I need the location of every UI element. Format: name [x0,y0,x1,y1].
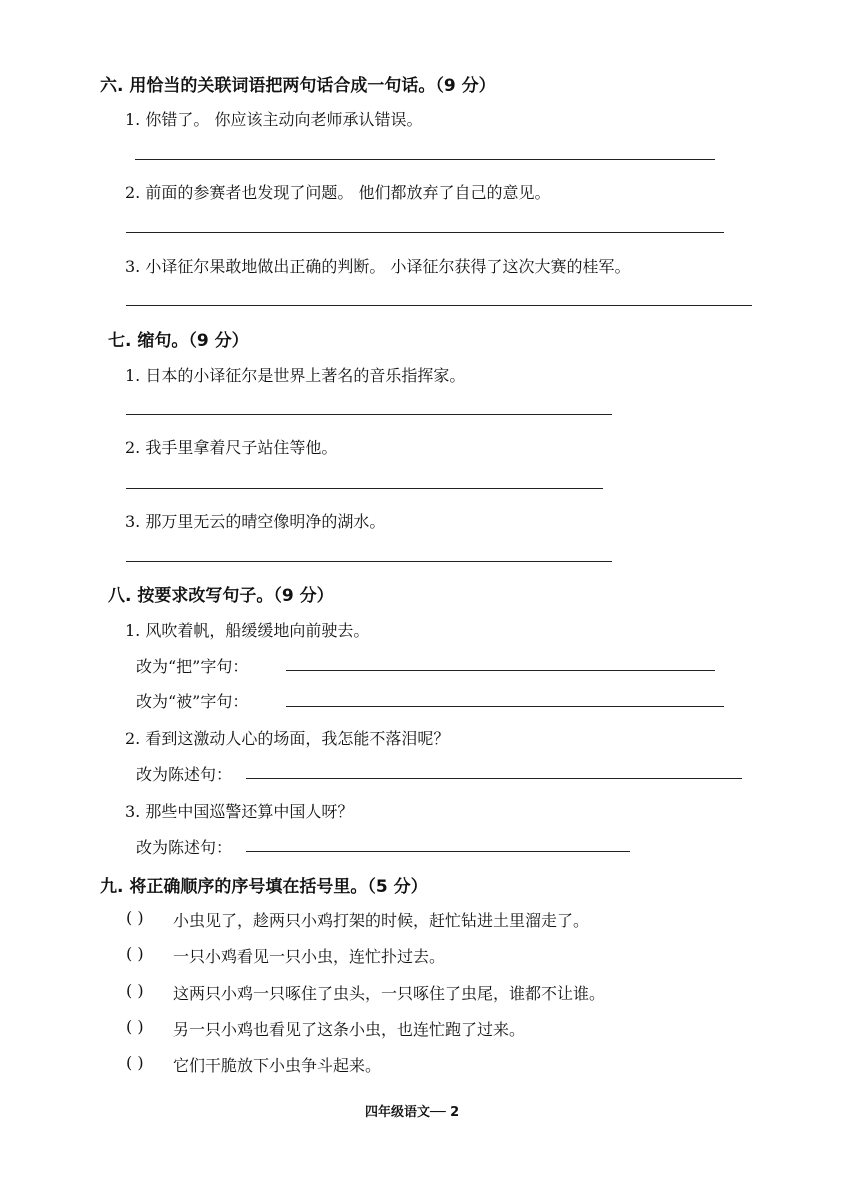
section-9-title: 九. 将正确顺序的序号填在括号里。（5 分） [100,877,428,897]
answer-line[interactable] [135,159,715,160]
section-7-question-3: 3. 那万里无云的晴空像明净的湖水。 [125,512,386,531]
answer-line[interactable] [126,305,752,306]
answer-bracket[interactable]: ( ) [126,1017,144,1036]
ba-sentence-label: 改为“把”字句： [136,657,249,676]
order-item: 它们干脆放下小虫争斗起来。 [173,1056,382,1075]
declarative-label: 改为陈述句： [136,765,233,784]
answer-line[interactable] [126,488,603,489]
section-6-question-2: 2. 前面的参赛者也发现了问题。 他们都放弃了自己的意见。 [125,183,551,202]
order-item: 小虫见了，趁两只小鸡打架的时候，赶忙钻进土里溜走了。 [173,911,590,930]
answer-line[interactable] [126,561,612,562]
answer-line[interactable] [246,778,742,779]
bei-sentence-label: 改为“被”字句： [136,692,249,711]
order-item: 这两只小鸡一只啄住了虫头，一只啄住了虫尾，谁都不让谁。 [173,984,606,1003]
declarative-label: 改为陈述句： [136,838,233,857]
section-8-title: 八. 按要求改写句子。（9 分） [108,586,334,606]
answer-bracket[interactable]: ( ) [126,944,144,963]
answer-line[interactable] [286,670,715,671]
section-7-question-1: 1. 日本的小译征尔是世界上著名的音乐指挥家。 [125,366,466,385]
order-item: 一只小鸡看见一只小虫，连忙扑过去。 [173,947,446,966]
section-8-question-3: 3. 那些中国巡警还算中国人呀？ [125,802,354,821]
order-item: 另一只小鸡也看见了这条小虫，也连忙跑了过来。 [173,1020,526,1039]
answer-line[interactable] [126,232,724,233]
answer-line[interactable] [126,414,612,415]
section-6-question-3: 3. 小译征尔果敢地做出正确的判断。 小译征尔获得了这次大赛的桂军。 [125,257,631,276]
answer-bracket[interactable]: ( ) [126,908,144,927]
answer-line[interactable] [246,851,630,852]
section-8-question-2: 2. 看到这激动人心的场面，我怎能不落泪呢？ [125,729,450,748]
page-footer: 四年级语文── 2 [365,1105,460,1120]
answer-line[interactable] [286,706,724,707]
section-6-title: 六. 用恰当的关联词语把两句话合成一句话。（9 分） [100,76,496,96]
section-7-question-2: 2. 我手里拿着尺子站住等他。 [125,438,338,457]
section-8-question-1: 1. 风吹着帆，船缓缓地向前驶去。 [125,621,370,640]
answer-bracket[interactable]: ( ) [126,981,144,1000]
section-7-title: 七. 缩句。（9 分） [108,331,249,351]
answer-bracket[interactable]: ( ) [126,1053,144,1072]
section-6-question-1: 1. 你错了。 你应该主动向老师承认错误。 [125,110,423,129]
